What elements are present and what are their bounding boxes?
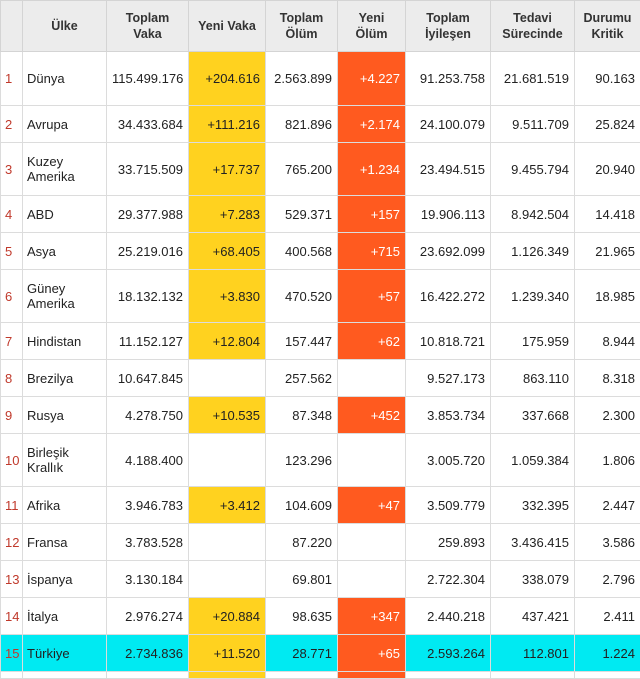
cell-new-cases: [189, 360, 266, 397]
cell-rank: 11: [1, 487, 23, 524]
cell-total-deaths: [266, 672, 338, 679]
cell-total-deaths: 157.447: [266, 323, 338, 360]
cell-critical: 8.318: [575, 360, 640, 397]
cell-new-cases: +204.616: [189, 52, 266, 106]
cell-total-deaths: 2.563.899: [266, 52, 338, 106]
cell-rank: 6: [1, 270, 23, 323]
cell-new-deaths: +715: [338, 233, 406, 270]
cell-country: Türkiye: [23, 635, 107, 672]
cell-total-deaths: 98.635: [266, 598, 338, 635]
header-active[interactable]: Tedavi Sürecinde: [491, 1, 575, 52]
cell-rank: 10: [1, 434, 23, 487]
cell-country: İtalya: [23, 598, 107, 635]
cell-active: 863.110: [491, 360, 575, 397]
cell-new-cases: +20.884: [189, 598, 266, 635]
cell-country: Dünya: [23, 52, 107, 106]
cell-critical: 1.806: [575, 434, 640, 487]
cell-total-recovered: 23.494.515: [406, 143, 491, 196]
table-row[interactable]: [1, 52, 640, 106]
cell-total-deaths: 104.609: [266, 487, 338, 524]
cell-total-cases: 115.499.176: [107, 52, 189, 106]
table-row[interactable]: [1, 524, 640, 561]
cell-total-cases: 34.433.684: [107, 106, 189, 143]
table-row[interactable]: [1, 233, 640, 270]
cell-total-recovered: 23.692.099: [406, 233, 491, 270]
cell-new-deaths: +2.174: [338, 106, 406, 143]
cell-total-cases: 2.976.274: [107, 598, 189, 635]
cell-rank: 2: [1, 106, 23, 143]
cell-total-deaths: 257.562: [266, 360, 338, 397]
cell-rank: 9: [1, 397, 23, 434]
cell-critical: 2.796: [575, 561, 640, 598]
cell-total-cases: 4.278.750: [107, 397, 189, 434]
cell-total-recovered: 2.440.218: [406, 598, 491, 635]
cell-new-cases: [189, 434, 266, 487]
cell-total-deaths: 400.568: [266, 233, 338, 270]
cell-rank: 8: [1, 360, 23, 397]
cell-new-deaths: [338, 561, 406, 598]
cell-new-cases: +68.405: [189, 233, 266, 270]
cell-total-cases: [107, 672, 189, 679]
cell-active: 9.511.709: [491, 106, 575, 143]
cell-total-deaths: 821.896: [266, 106, 338, 143]
cell-active: [491, 672, 575, 679]
cell-new-deaths: [338, 672, 406, 679]
cell-new-cases: +12.804: [189, 323, 266, 360]
header-new-cases[interactable]: Yeni Vaka: [189, 1, 266, 52]
cell-total-cases: 33.715.509: [107, 143, 189, 196]
cell-total-recovered: 19.906.113: [406, 196, 491, 233]
cell-total-cases: 4.188.400: [107, 434, 189, 487]
cell-active: 112.801: [491, 635, 575, 672]
cell-total-cases: 3.946.783: [107, 487, 189, 524]
cell-new-deaths: [338, 360, 406, 397]
table-row[interactable]: [1, 635, 640, 672]
table-row[interactable]: [1, 270, 640, 323]
header-rank[interactable]: [1, 1, 23, 52]
cell-country: ABD: [23, 196, 107, 233]
cell-total-deaths: 123.296: [266, 434, 338, 487]
cell-new-cases: +7.283: [189, 196, 266, 233]
cell-country: Fransa: [23, 524, 107, 561]
cell-rank: 13: [1, 561, 23, 598]
cell-new-deaths: +452: [338, 397, 406, 434]
header-total-cases[interactable]: Toplam Vaka: [107, 1, 189, 52]
cell-new-cases: +111.216: [189, 106, 266, 143]
cell-active: 175.959: [491, 323, 575, 360]
cell-critical: [575, 672, 640, 679]
cell-critical: 2.411: [575, 598, 640, 635]
cell-active: 21.681.519: [491, 52, 575, 106]
cell-active: 1.239.340: [491, 270, 575, 323]
cell-rank: 5: [1, 233, 23, 270]
cell-total-recovered: 259.893: [406, 524, 491, 561]
cell-total-recovered: [406, 672, 491, 679]
cell-total-recovered: 16.422.272: [406, 270, 491, 323]
cell-total-recovered: 2.593.264: [406, 635, 491, 672]
cell-country: Kuzey Amerika: [23, 143, 107, 196]
cell-total-recovered: 2.722.304: [406, 561, 491, 598]
cell-critical: 3.586: [575, 524, 640, 561]
cell-active: 1.059.384: [491, 434, 575, 487]
cell-critical: 18.985: [575, 270, 640, 323]
cell-active: 332.395: [491, 487, 575, 524]
cell-new-deaths: +65: [338, 635, 406, 672]
cell-total-recovered: 9.527.173: [406, 360, 491, 397]
cell-total-deaths: 87.220: [266, 524, 338, 561]
cell-new-cases: +3.830: [189, 270, 266, 323]
cell-total-cases: 11.152.127: [107, 323, 189, 360]
cell-new-cases: +11.520: [189, 635, 266, 672]
cell-total-recovered: 10.818.721: [406, 323, 491, 360]
cell-new-deaths: +347: [338, 598, 406, 635]
table-row[interactable]: [1, 598, 640, 635]
cell-total-recovered: 24.100.079: [406, 106, 491, 143]
cell-country: Rusya: [23, 397, 107, 434]
cell-critical: 2.447: [575, 487, 640, 524]
cell-new-deaths: +4.227: [338, 52, 406, 106]
table-row[interactable]: [1, 360, 640, 397]
table-row[interactable]: [1, 143, 640, 196]
cell-critical: 20.940: [575, 143, 640, 196]
header-country[interactable]: Ülke: [23, 1, 107, 52]
cell-total-deaths: 69.801: [266, 561, 338, 598]
cell-active: 1.126.349: [491, 233, 575, 270]
cell-new-deaths: [338, 434, 406, 487]
cell-new-cases: [189, 561, 266, 598]
cell-total-recovered: 3.853.734: [406, 397, 491, 434]
cell-country: [23, 672, 107, 679]
cell-country: Asya: [23, 233, 107, 270]
cell-new-cases: [189, 524, 266, 561]
cell-total-deaths: 87.348: [266, 397, 338, 434]
cell-new-cases: [189, 672, 266, 679]
cell-total-recovered: 91.253.758: [406, 52, 491, 106]
cell-total-cases: 3.130.184: [107, 561, 189, 598]
header-critical[interactable]: Durumu Kritik: [575, 1, 640, 52]
cell-rank: 15: [1, 635, 23, 672]
cell-total-deaths: 28.771: [266, 635, 338, 672]
cell-critical: 25.824: [575, 106, 640, 143]
table-row[interactable]: [1, 196, 640, 233]
cell-critical: 14.418: [575, 196, 640, 233]
cell-active: 8.942.504: [491, 196, 575, 233]
cell-active: 437.421: [491, 598, 575, 635]
cell-total-cases: 18.132.132: [107, 270, 189, 323]
table-row[interactable]: [1, 561, 640, 598]
header-total-recovered[interactable]: Toplam İyileşen: [406, 1, 491, 52]
cell-country: Hindistan: [23, 323, 107, 360]
cell-critical: 90.163: [575, 52, 640, 106]
cell-new-cases: +3.412: [189, 487, 266, 524]
cell-rank: 14: [1, 598, 23, 635]
cell-total-cases: 10.647.845: [107, 360, 189, 397]
table-row[interactable]: [1, 487, 640, 524]
cell-rank: 4: [1, 196, 23, 233]
cell-active: 3.436.415: [491, 524, 575, 561]
cell-new-cases: +17.737: [189, 143, 266, 196]
cell-country: Birleşik Krallık: [23, 434, 107, 487]
header-new-deaths[interactable]: Yeni Ölüm: [338, 1, 406, 52]
cell-country: Güney Amerika: [23, 270, 107, 323]
cell-country: Brezilya: [23, 360, 107, 397]
table-row[interactable]: [1, 434, 640, 487]
cell-rank: 12: [1, 524, 23, 561]
cell-rank: 7: [1, 323, 23, 360]
table-row-partial: [1, 672, 640, 679]
cell-new-deaths: +157: [338, 196, 406, 233]
cell-total-deaths: 529.371: [266, 196, 338, 233]
cell-new-deaths: +57: [338, 270, 406, 323]
cell-new-deaths: +1.234: [338, 143, 406, 196]
cell-new-deaths: +62: [338, 323, 406, 360]
cell-critical: 21.965: [575, 233, 640, 270]
cell-total-cases: 3.783.528: [107, 524, 189, 561]
cell-critical: 8.944: [575, 323, 640, 360]
table-body: [1, 52, 640, 679]
cell-rank: 3: [1, 143, 23, 196]
cell-rank: 1: [1, 52, 23, 106]
cell-active: 9.455.794: [491, 143, 575, 196]
cell-total-deaths: 470.520: [266, 270, 338, 323]
cell-country: İspanya: [23, 561, 107, 598]
cell-new-cases: +10.535: [189, 397, 266, 434]
table-header-row: [1, 1, 640, 52]
cell-active: 338.079: [491, 561, 575, 598]
cell-total-recovered: 3.509.779: [406, 487, 491, 524]
cell-critical: 1.224: [575, 635, 640, 672]
cell-active: 337.668: [491, 397, 575, 434]
header-total-deaths[interactable]: Toplam Ölüm: [266, 1, 338, 52]
cell-total-recovered: 3.005.720: [406, 434, 491, 487]
table-row[interactable]: [1, 106, 640, 143]
cell-critical: 2.300: [575, 397, 640, 434]
table-row[interactable]: [1, 397, 640, 434]
cell-country: Avrupa: [23, 106, 107, 143]
cell-rank: [1, 672, 23, 679]
cell-total-cases: 29.377.988: [107, 196, 189, 233]
cell-total-cases: 2.734.836: [107, 635, 189, 672]
cell-total-deaths: 765.200: [266, 143, 338, 196]
cell-total-cases: 25.219.016: [107, 233, 189, 270]
cell-new-deaths: +47: [338, 487, 406, 524]
table-row[interactable]: [1, 323, 640, 360]
cell-country: Afrika: [23, 487, 107, 524]
cell-new-deaths: [338, 524, 406, 561]
